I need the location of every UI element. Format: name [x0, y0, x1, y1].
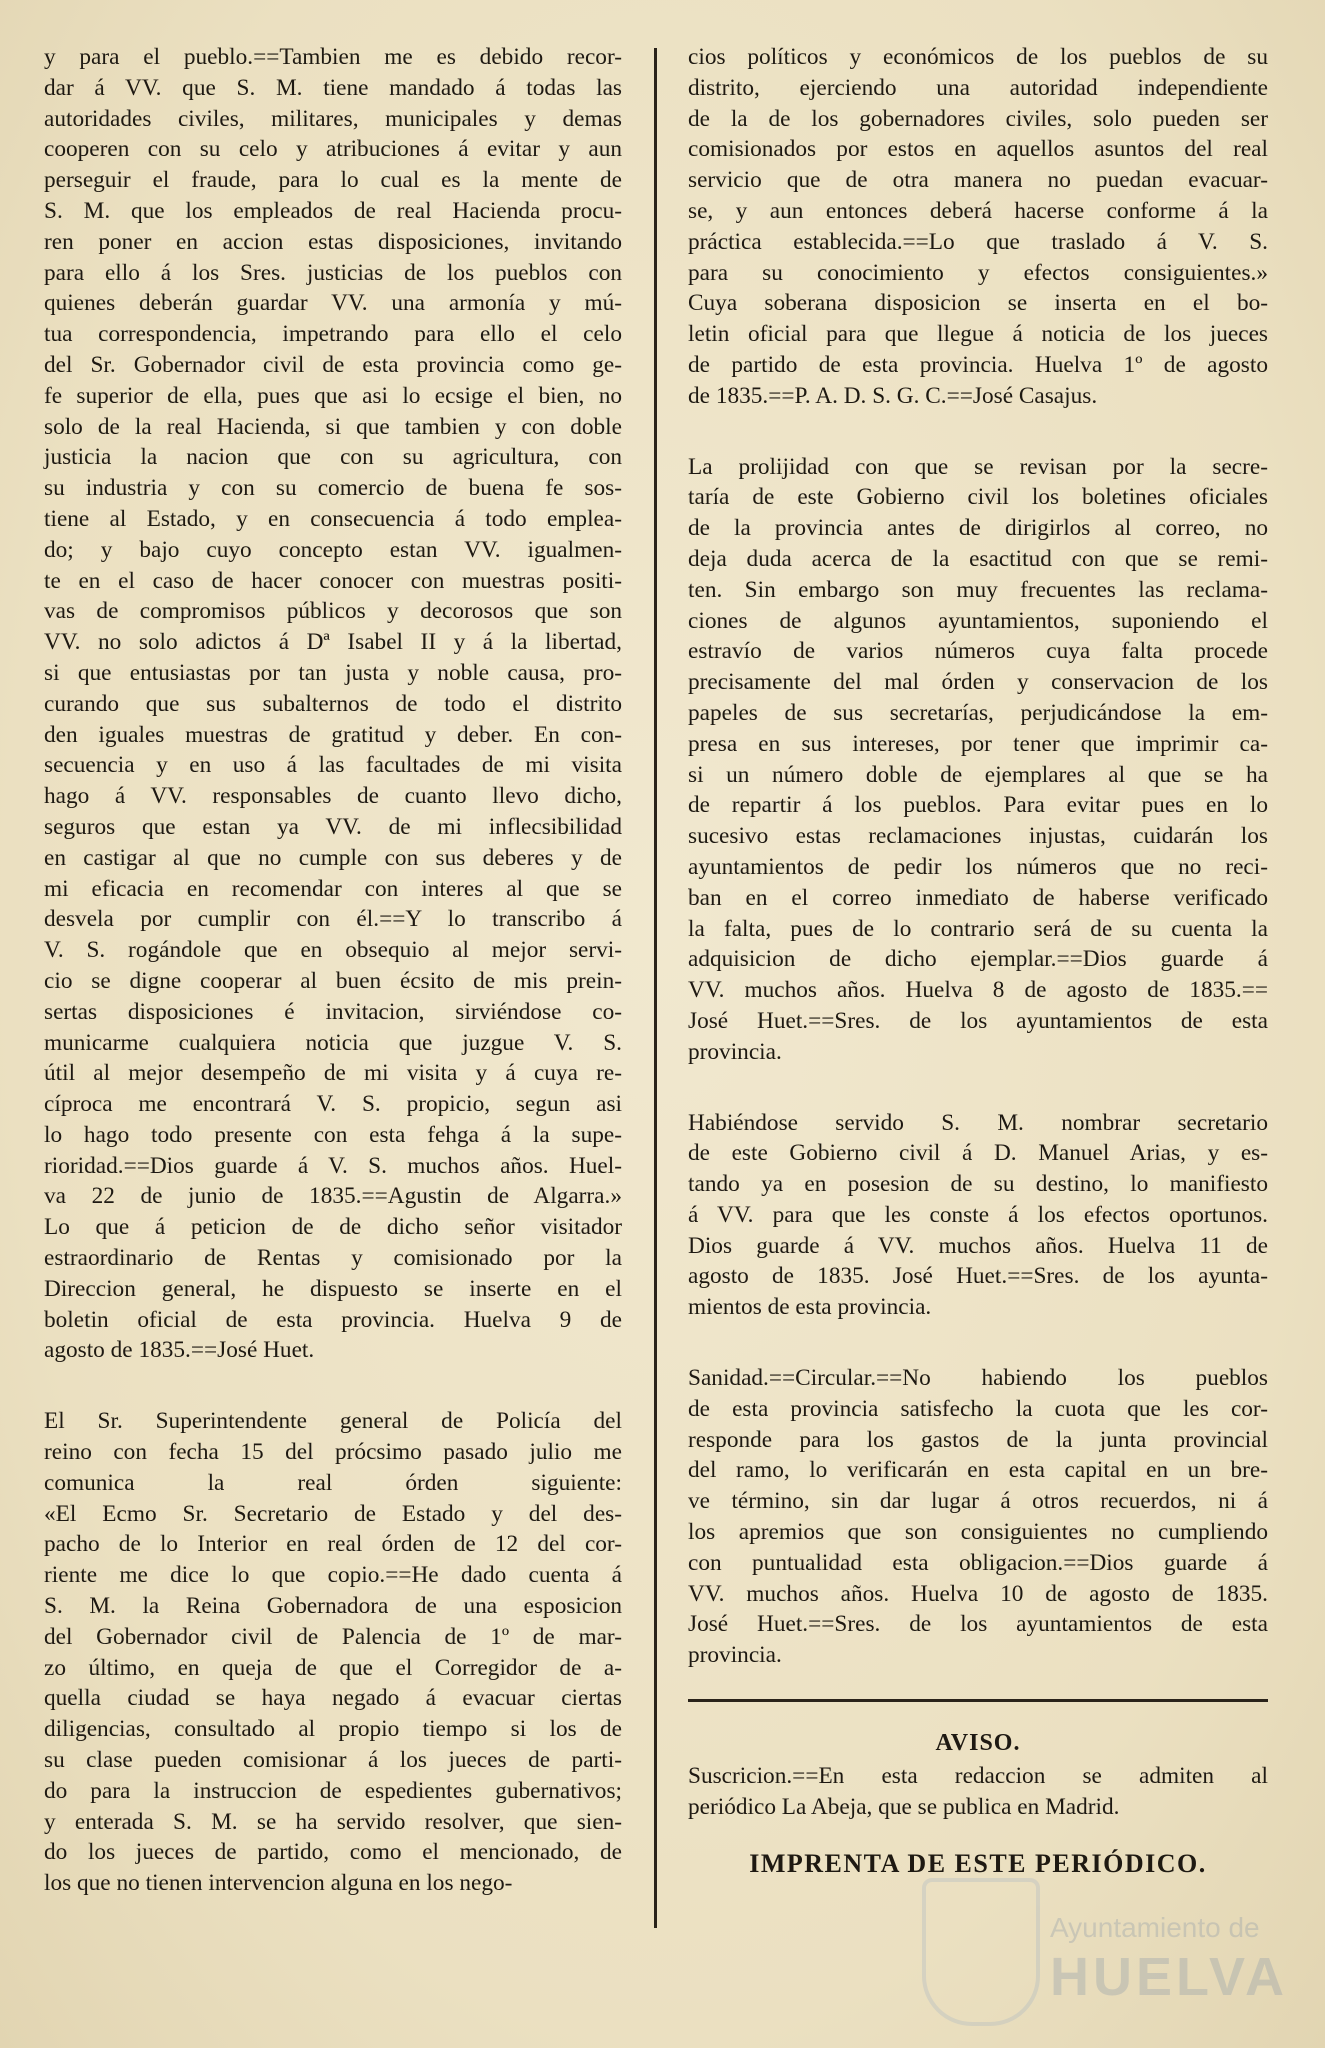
- text-line: ten. Sin embargo son muy frecuentes las reclama-: [688, 576, 1268, 603]
- text-line: de la de los gobernadores civiles, solo pueden ser: [688, 105, 1268, 132]
- text-line: «El Ecmo Sr. Secretario de Estado y del des-: [44, 1500, 622, 1527]
- text-line: sucesivo estas reclamaciones injustas, cuidarán los: [688, 823, 1268, 850]
- text-line: Sanidad.==Circular.==No habiendo los pueblos: [688, 1365, 1268, 1392]
- text-line: tando ya en posesion de su destino, lo manifiesto: [688, 1171, 1268, 1198]
- text-line: cio se digne cooperar al buen écsito de mis prein-: [44, 967, 622, 994]
- text-line: El Sr. Superintendente general de Policía del: [44, 1408, 622, 1435]
- text-line: reino con fecha 15 del prócsimo pasado julio me: [44, 1439, 622, 1466]
- text-line: secuencia y en uso á las facultades de mi visita: [44, 752, 622, 779]
- text-line: precisamente del mal órden y conservacion de los: [688, 669, 1268, 696]
- text-line: justicia la nacion que con su agricultura, con: [44, 444, 622, 471]
- text-line: do para la instruccion de espedientes gubernativos;: [44, 1777, 622, 1804]
- article-secretario: [688, 1108, 1268, 1324]
- text-line: para ello á los Sres. justicias de los pueblos con: [44, 259, 622, 286]
- text-line: Suscricion.==En esta redaccion se admiten al: [688, 1763, 1268, 1790]
- text-line: ban en el correo inmediato de haberse verificado: [688, 884, 1268, 911]
- text-line: lo hago todo presente con esta fehga á la supe-: [44, 1121, 622, 1148]
- text-line: del ramo, lo verificarán en esta capital en un bre-: [688, 1457, 1268, 1484]
- text-line: riente me dice lo que copio.==He dado cuenta á: [44, 1562, 622, 1589]
- text-line: V. S. rogándole que en obsequio al mejor servi-: [44, 937, 622, 964]
- text-line: adquisicion de dicho ejemplar.==Dios guarde á: [688, 946, 1268, 973]
- text-line: tiene al Estado, y en consecuencia á todo emplea-: [44, 505, 622, 532]
- text-line: provincia.: [688, 1642, 782, 1669]
- text-line: si un número doble de ejemplares al que se ha: [688, 761, 1268, 788]
- text-line: S. M. la Reina Gobernadora de una esposicion: [44, 1593, 622, 1620]
- right-column: [688, 42, 1268, 1879]
- text-line: agosto de 1835. José Huet.==Sres. de los ayunta-: [688, 1263, 1268, 1290]
- text-line: de 1835.==P. A. D. S. G. C.==José Casajus.: [688, 382, 1098, 409]
- text-line: vas de compromisos públicos y decorosos que son: [44, 598, 622, 625]
- article-policia-continued: [688, 42, 1268, 412]
- text-line: y para el pueblo.==Tambien me es debido recor-: [44, 44, 622, 70]
- text-line: fe superior de ella, pues que asi lo ecsige el bien, no: [44, 382, 622, 409]
- article-policia: [44, 1406, 622, 1899]
- article-boletines: [688, 452, 1268, 1068]
- text-line: quienes deberán guardar VV. una armonía y mú-: [44, 290, 622, 317]
- text-line: pacho de lo Interior en real órden de 12 del cor-: [44, 1531, 622, 1558]
- text-line: los que no tienen intervencion alguna en los nego-: [44, 1870, 513, 1897]
- aviso-title: AVISO.: [935, 1730, 1021, 1757]
- text-line: útil al mejor desempeño de mi visita y á cuya re-: [44, 1060, 622, 1087]
- text-line: responde para los gastos de la junta provincial: [688, 1426, 1268, 1453]
- text-line: del Gobernador civil de Palencia de 1º de mar-: [44, 1623, 622, 1650]
- text-line: cooperen con su celo y atribuciones á evitar y aun: [44, 136, 622, 163]
- column-divider: [654, 48, 657, 1928]
- text-line: para su conocimiento y efectos consiguientes.»: [688, 259, 1268, 286]
- text-line: comunica la real órden siguiente:: [44, 1469, 622, 1496]
- text-line: Lo que á peticion de de dicho señor visitador: [44, 1214, 622, 1241]
- text-line: curando que sus subalternos de todo el distrito: [44, 690, 622, 717]
- text-line: Direccion general, he dispuesto se inserte en el: [44, 1275, 622, 1302]
- text-line: letin oficial para que llegue á noticia de los jueces: [688, 321, 1268, 348]
- ayuntamiento-watermark: [922, 1868, 1288, 2028]
- text-line: servicio que de otra manera no puedan evacuar-: [688, 167, 1268, 194]
- text-line: VV. no solo adictos á Dª Isabel II y á la libertad,: [44, 629, 622, 656]
- text-line: estravío de varios números cuya falta procede: [688, 638, 1268, 665]
- text-line: diligencias, consultado al propio tiempo si los de: [44, 1716, 622, 1743]
- text-line: taría de este Gobierno civil los boletines oficiales: [688, 484, 1268, 511]
- text-line: del Sr. Gobernador civil de esta provincia como ge-: [44, 351, 622, 378]
- text-line: se, y aun entonces deberá hacerse conforme á la: [688, 197, 1268, 224]
- text-line: S. M. que los empleados de real Hacienda procu-: [44, 197, 622, 224]
- text-line: Dios guarde á VV. muchos años. Huelva 11 de: [688, 1232, 1268, 1259]
- text-line: Habiéndose servido S. M. nombrar secretario: [688, 1109, 1268, 1136]
- text-line: José Huet.==Sres. de los ayuntamientos de esta: [688, 1611, 1268, 1638]
- text-line: á VV. para que les conste á los efectos oportunos.: [688, 1201, 1268, 1228]
- text-line: solo de la real Hacienda, si que tambien y con doble: [44, 413, 622, 440]
- text-line: de la provincia antes de dirigirlos al correo, no: [688, 515, 1268, 542]
- text-line: zo último, en queja de que el Corregidor de a-: [44, 1654, 622, 1681]
- text-line: municarme cualquiera noticia que juzgue V. S.: [44, 1029, 622, 1056]
- text-line: ve término, sin dar lugar á otros recuerdos, ni á: [688, 1488, 1268, 1515]
- text-line: en castigar al que no cumple con sus deberes y de: [44, 844, 622, 871]
- text-line: de esta provincia satisfecho la cuota que les cor-: [688, 1395, 1268, 1422]
- text-line: su clase pueden comisionar á los jueces de parti-: [44, 1747, 622, 1774]
- text-line: con puntualidad esta obligacion.==Dios guarde á: [688, 1549, 1268, 1576]
- text-line: de repartir á los pueblos. Para evitar pues en lo: [688, 792, 1268, 819]
- text-line: la falta, pues de lo contrario será de su cuenta la: [688, 915, 1268, 942]
- text-line: boletin oficial de esta provincia. Huelva 9 de: [44, 1306, 622, 1333]
- text-line: distrito, ejerciendo una autoridad independiente: [688, 74, 1268, 101]
- text-line: Cuya soberana disposicion se inserta en el bo-: [688, 290, 1268, 317]
- text-line: provincia.: [688, 1038, 782, 1065]
- aviso-body: [688, 1761, 1268, 1823]
- text-line: sertas disposiciones é invitacion, sirviéndose co-: [44, 998, 622, 1025]
- text-line: hago á VV. responsables de cuanto llevo dicho,: [44, 783, 622, 810]
- text-line: cíproca me encontrará V. S. propicio, segun asi: [44, 1091, 622, 1118]
- article-sanidad: [688, 1363, 1268, 1671]
- text-line: mi eficacia en recomendar con interes al que se: [44, 875, 622, 902]
- text-line: de partido de esta provincia. Huelva 1º de agosto: [688, 351, 1268, 378]
- text-line: desvela por cumplir con él.==Y lo transcribo á: [44, 906, 622, 933]
- text-line: mientos de esta provincia.: [688, 1294, 932, 1321]
- text-line: La prolijidad con que se revisan por la secre-: [688, 453, 1268, 480]
- shield-icon: [922, 1878, 1040, 2026]
- text-line: su industria y con su comercio de buena fe sos-: [44, 475, 622, 502]
- text-line: ayuntamientos de pedir los números que no reci-: [688, 853, 1268, 880]
- text-line: deja duda acerca de la esactitud con que se remi-: [688, 545, 1268, 572]
- text-line: ciones de algunos ayuntamientos, suponiendo el: [688, 607, 1268, 634]
- text-line: do; y bajo cuyo concepto estan VV. igualmen-: [44, 536, 622, 563]
- text-line: presa en sus intereses, por tener que imprimir ca-: [688, 730, 1268, 757]
- text-line: práctica establecida.==Lo que traslado á V. S.: [688, 228, 1268, 255]
- text-line: den iguales muestras de gratitud y deber. En con-: [44, 721, 622, 748]
- text-line: dar á VV. que S. M. tiene mandado á todas las: [44, 74, 622, 101]
- text-line: perseguir el fraude, para lo cual es la mente de: [44, 167, 622, 194]
- text-line: si que entusiastas por tan justa y noble causa, pro-: [44, 659, 622, 686]
- text-line: rioridad.==Dios guarde á V. S. muchos años. Huel-: [44, 1152, 622, 1179]
- text-line: VV. muchos años. Huelva 10 de agosto de 1835.: [688, 1580, 1268, 1607]
- article-visitador: [44, 42, 622, 1366]
- text-line: José Huet.==Sres. de los ayuntamientos de esta: [688, 1007, 1268, 1034]
- imprenta-footer: IMPRENTA DE ESTE PERIÓDICO.: [749, 1848, 1207, 1878]
- text-line: papeles de sus secretarías, perjudicándose la em-: [688, 699, 1268, 726]
- section-separator: [688, 1699, 1268, 1702]
- text-line: los apremios que son consiguientes no cumpliendo: [688, 1519, 1268, 1546]
- text-line: te en el caso de hacer conocer con muestras positi-: [44, 567, 622, 594]
- text-line: autoridades civiles, militares, municipales y demas: [44, 105, 622, 132]
- text-line: seguros que estan ya VV. de mi inflecsibilidad: [44, 813, 622, 840]
- text-line: quella ciudad se haya negado á evacuar ciertas: [44, 1685, 622, 1712]
- text-line: cios políticos y económicos de los pueblos de su: [688, 44, 1268, 70]
- text-line: va 22 de junio de 1835.==Agustin de Algarra.»: [44, 1183, 622, 1210]
- left-column: [44, 42, 622, 1899]
- text-line: de este Gobierno civil á D. Manuel Arias, y es-: [688, 1140, 1268, 1167]
- text-line: y enterada S. M. se ha servido resolver, que sien-: [44, 1808, 622, 1835]
- text-line: estraordinario de Rentas y comisionado por la: [44, 1245, 622, 1272]
- text-line: periódico La Abeja, que se publica en Madrid.: [688, 1793, 1120, 1820]
- watermark-line1: Ayuntamiento de: [1050, 1912, 1260, 1943]
- text-line: do los jueces de partido, como el mencionado, de: [44, 1839, 622, 1866]
- text-line: ren poner en accion estas disposiciones, invitando: [44, 228, 622, 255]
- watermark-line2: HUELVA: [1050, 1947, 1288, 2007]
- text-line: agosto de 1835.==José Huet.: [44, 1337, 315, 1364]
- text-line: VV. muchos años. Huelva 8 de agosto de 1835.==: [688, 977, 1268, 1004]
- text-line: comisionados por estos en aquellos asuntos del real: [688, 136, 1268, 163]
- text-line: tua correspondencia, impetrando para ello el celo: [44, 321, 622, 348]
